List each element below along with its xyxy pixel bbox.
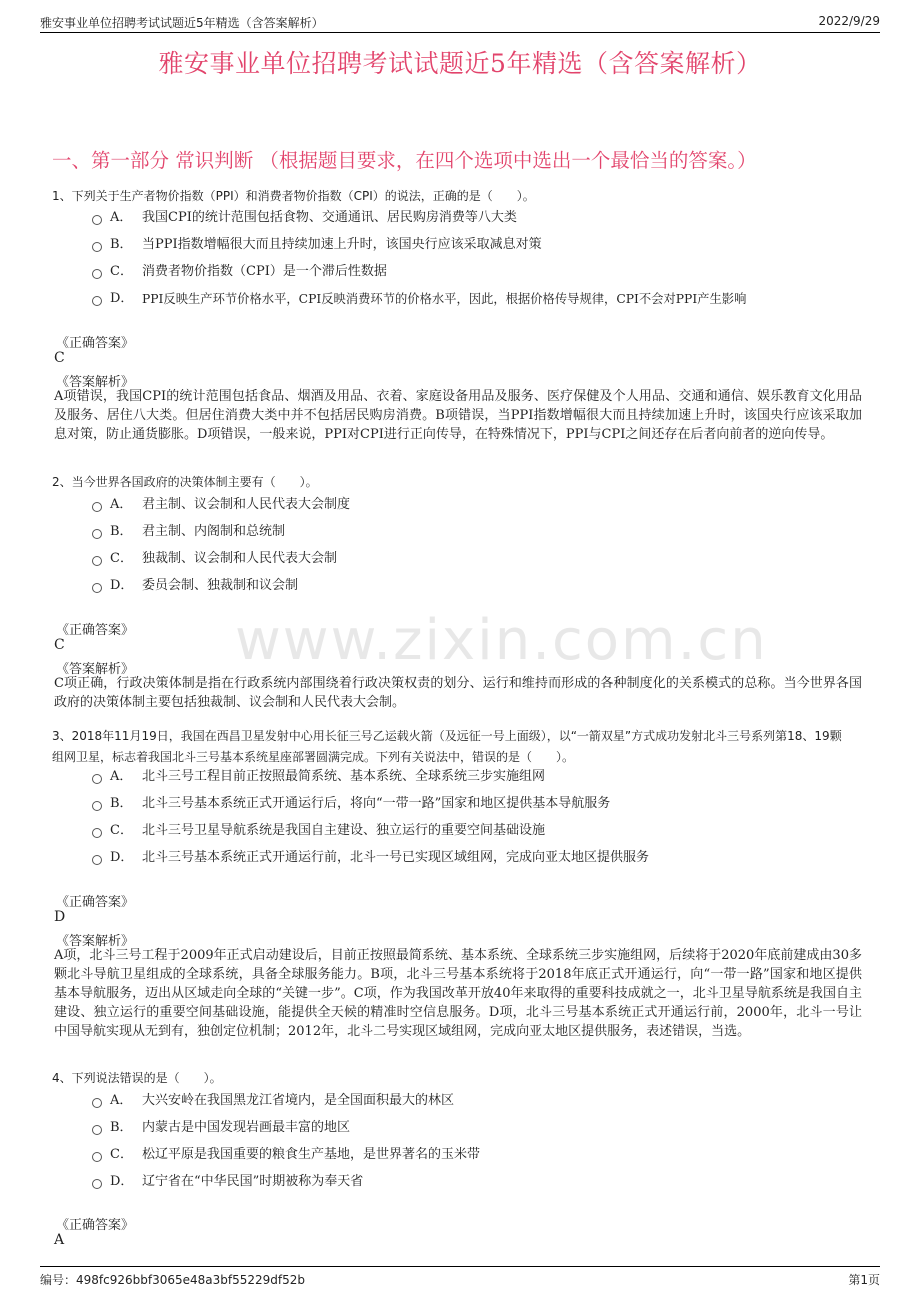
option-letter: C． [110, 823, 133, 838]
page-number: 第1页 [848, 1273, 880, 1287]
radio-button-icon[interactable] [92, 502, 102, 512]
radio-button-icon[interactable] [92, 269, 102, 279]
radio-button-icon[interactable] [92, 556, 102, 566]
radio-button-icon[interactable] [92, 1179, 102, 1189]
question-2-explanation: C项正确，行政决策体制是指在行政系统内部围绕着行政决策权责的划分、运行和维持而形成的各种制度化的关系模式的总称。当今世界各国政府的决策体制主要包括独裁制、议会制和人民代表大会制。 [54, 676, 862, 710]
option-letter: B． [110, 237, 133, 252]
question-1-answer: C [54, 350, 65, 366]
radio-button-icon[interactable] [92, 583, 102, 593]
radio-button-icon[interactable] [92, 296, 102, 306]
answer-label: 《正确答案》 [56, 895, 135, 910]
option-text: 松辽平原是我国重要的粮食生产基地，是世界著名的玉米带 [142, 1147, 481, 1162]
answer-label: 《正确答案》 [56, 336, 135, 351]
radio-button-icon[interactable] [92, 774, 102, 784]
option-letter: B． [110, 796, 133, 811]
document-id: 编号：498fc926bbf3065e48a3bf55229df52b [40, 1273, 306, 1287]
watermark: www.zixin.com.cn [235, 608, 768, 673]
option-text: 辽宁省在“中华民国”时期被称为奉天省 [142, 1174, 364, 1189]
explanation-label: 《答案解析》 [56, 934, 135, 949]
option-text: 独裁制、议会制和人民代表大会制 [142, 551, 338, 566]
option-letter: D． [110, 850, 134, 865]
option-text: 消费者物价指数（CPI）是一个滞后性数据 [142, 264, 387, 279]
answer-label: 《正确答案》 [56, 1218, 135, 1233]
option-text: 我国CPI的统计范围包括食物、交通通讯、居民购房消费等八大类 [142, 210, 517, 225]
radio-button-icon[interactable] [92, 215, 102, 225]
explanation-label: 《答案解析》 [56, 375, 135, 390]
option-letter: B． [110, 1120, 133, 1135]
radio-button-icon[interactable] [92, 801, 102, 811]
option-text: 委员会制、独裁制和议会制 [142, 578, 299, 593]
question-3-answer: D [54, 909, 66, 925]
option-letter: D． [110, 1174, 134, 1189]
question-2-text: 2、当今世界各国政府的决策体制主要有（ ）。 [52, 475, 318, 489]
option-text: 北斗三号基本系统正式开通运行后，将向“一带一路”国家和地区提供基本导航服务 [142, 796, 611, 811]
option-letter: D． [110, 578, 134, 593]
option-text: 君主制、内阁制和总统制 [142, 524, 286, 539]
option-letter: D． [110, 291, 134, 306]
radio-button-icon[interactable] [92, 1098, 102, 1108]
option-letter: C． [110, 551, 133, 566]
option-letter: A． [110, 497, 133, 512]
question-2-answer: C [54, 637, 65, 653]
option-letter: C． [110, 1147, 133, 1162]
question-3-text: 3、2018年11月19日，我国在西昌卫星发射中心用长征三号乙运载火箭（及远征一号上面级），以“一箭双星”方式成功发射北斗三号系列第18、19颗组网卫星，标志着我国北斗三号基本系统星座部署圆满完成。下列有关说法中，错误的是（ ）。 [52, 729, 842, 764]
section-heading: 一、第一部分 常识判断 （根据题目要求，在四个选项中选出一个最恰当的答案。） [52, 149, 757, 172]
explanation-label: 《答案解析》 [56, 662, 135, 677]
option-text: PPI反映生产环节价格水平，CPI反映消费环节的价格水平，因此，根据价格传导规律，CPI不会对PPI产生影响 [142, 292, 747, 306]
radio-button-icon[interactable] [92, 529, 102, 539]
option-letter: B． [110, 524, 133, 539]
radio-button-icon[interactable] [92, 1152, 102, 1162]
radio-button-icon[interactable] [92, 242, 102, 252]
option-letter: C． [110, 264, 133, 279]
header-doc-title: 雅安事业单位招聘考试试题近5年精选（含答案解析） [40, 16, 324, 30]
option-text: 大兴安岭在我国黑龙江省境内，是全国面积最大的林区 [142, 1093, 455, 1108]
question-1-explanation: A项错误，我国CPI的统计范围包括食品、烟酒及用品、衣着、家庭设备用品及服务、医疗保健及个人用品、交通和通信、娱乐教育文化用品及服务、居住八大类。但居住消费大类中并不包括居民购房消费。B项错误，当PPI指数增幅很大而且持续加速上升时，该国央行应该采取加息对策，防止通货膨胀。D项错误，一般来说，PPI对CPI进行正向传导，在特殊情况下，PPI与CPI之间还存在后者向前者的逆向传导。 [54, 389, 862, 442]
question-4-answer: A [54, 1232, 65, 1248]
page-footer [40, 1266, 880, 1289]
option-text: 君主制、议会制和人民代表大会制度 [142, 497, 351, 512]
option-letter: A． [110, 210, 133, 225]
question-1-text: 1、下列关于生产者物价指数（PPI）和消费者物价指数（CPI）的说法，正确的是（ ）。 [52, 189, 535, 203]
question-3-explanation: A项，北斗三号工程于2009年正式启动建设后，目前正按照最简系统、基本系统、全球系统三步实施组网，后续将于2020年底前建成由30多颗北斗导航卫星组成的全球系统，具备全球服务能力。B项，北斗三号基本系统将于2018年底正式开通运行，向“一带一路”国家和地区提供基本导航服务，迈出从区域走向全球的“关键一步”。C项，作为我国改革开放40年来取得的重要科技成就之一，北斗卫星导航系统是我国自主建设、独立运行的重要空间基础设施，能提供全天候的精准时空信息服务。D项，北斗三号基本系统正式开通运行前，2000年，北斗一号让中国导航实现从无到有，独创定位机制；2012年，北斗二号实现区域组网，完成向亚太地区提供服务，表述错误，当选。 [54, 948, 862, 1039]
option-text: 当PPI指数增幅很大而且持续加速上升时，该国央行应该采取减息对策 [142, 237, 542, 252]
answer-label: 《正确答案》 [56, 623, 135, 638]
option-text: 北斗三号卫星导航系统是我国自主建设、独立运行的重要空间基础设施 [142, 823, 546, 838]
option-letter: A． [110, 1093, 133, 1108]
page-header [40, 12, 880, 33]
option-text: 北斗三号工程目前正按照最简系统、基本系统、全球系统三步实施组网 [142, 769, 546, 784]
document-title: 雅安事业单位招聘考试试题近5年精选（含答案解析） [158, 49, 762, 78]
option-text: 北斗三号基本系统正式开通运行前，北斗一号已实现区域组网，完成向亚太地区提供服务 [142, 850, 650, 865]
question-4-text: 4、下列说法错误的是（ ）。 [52, 1071, 222, 1085]
header-date: 2022/9/29 [818, 14, 880, 28]
option-text: 内蒙古是中国发现岩画最丰富的地区 [142, 1120, 351, 1135]
radio-button-icon[interactable] [92, 855, 102, 865]
radio-button-icon[interactable] [92, 828, 102, 838]
option-letter: A． [110, 769, 133, 784]
radio-button-icon[interactable] [92, 1125, 102, 1135]
